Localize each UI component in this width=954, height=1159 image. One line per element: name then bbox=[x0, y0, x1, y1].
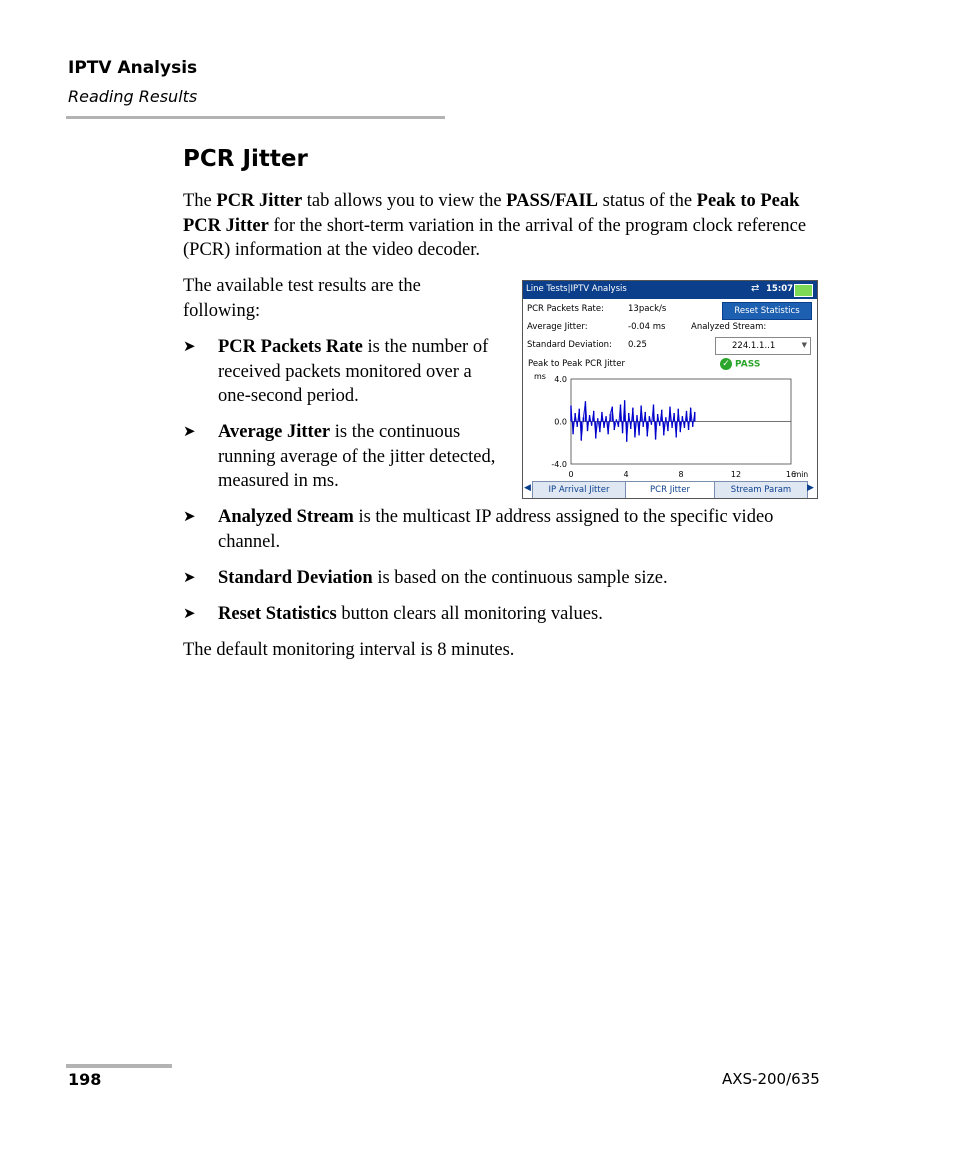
running-header-subsection: Reading Results bbox=[68, 87, 198, 106]
header-rule bbox=[66, 116, 445, 119]
analyzed-stream-label: Analyzed Stream: bbox=[691, 322, 767, 332]
pcr-rate-label: PCR Packets Rate: bbox=[527, 304, 604, 314]
page-title: PCR Jitter bbox=[183, 146, 308, 172]
tab-scroll-right-icon[interactable]: ▶ bbox=[807, 483, 814, 493]
bullet-arrow-icon: ➤ bbox=[183, 339, 196, 355]
std-dev-label: Standard Deviation: bbox=[527, 340, 612, 350]
x-tick-label: 4 bbox=[623, 470, 629, 479]
tab-stream-param[interactable]: Stream Param bbox=[714, 481, 808, 499]
pcr-rate-value: 13pack/s bbox=[628, 304, 667, 314]
y-tick-label: 0.0 bbox=[554, 417, 567, 427]
battery-icon bbox=[794, 284, 813, 297]
peak-jitter-label: Peak to Peak PCR Jitter bbox=[528, 359, 625, 369]
screenshot-title: Line Tests|IPTV Analysis bbox=[526, 284, 627, 294]
analyzed-stream-value: 224.1.1..1 bbox=[732, 341, 776, 351]
page-number: 198 bbox=[68, 1070, 102, 1089]
bullet-arrow-icon: ➤ bbox=[183, 509, 196, 525]
jitter-chart bbox=[523, 367, 817, 481]
x-axis-unit: min bbox=[794, 470, 809, 479]
sync-icon: ⇄ bbox=[751, 283, 760, 294]
status-text: PASS bbox=[735, 359, 761, 370]
bullet-arrow-icon: ➤ bbox=[183, 424, 196, 440]
default-interval-note: The default monitoring interval is 8 minutes. bbox=[183, 640, 515, 660]
x-tick-label: 0 bbox=[568, 470, 574, 479]
available-results-text: The available test results are the following: bbox=[183, 276, 421, 321]
intro-paragraph: The PCR Jitter tab allows you to view the PASS/FAIL status of the Peak to Peak PCR Jitter for the short-term variation in the arrival of the program clock reference (PCR) information at the video decoder. bbox=[183, 191, 807, 260]
clock-text: 15:07 bbox=[766, 284, 794, 294]
tab-pcr-jitter[interactable]: PCR Jitter bbox=[625, 481, 715, 499]
device-screenshot bbox=[522, 280, 818, 499]
screenshot-titlebar bbox=[523, 281, 817, 299]
avg-jitter-value: -0.04 ms bbox=[628, 322, 666, 332]
footer-rule bbox=[66, 1064, 172, 1068]
product-model: AXS-200/635 bbox=[722, 1070, 820, 1088]
avg-jitter-label: Average Jitter: bbox=[527, 322, 588, 332]
std-dev-value: 0.25 bbox=[628, 340, 647, 350]
tab-scroll-left-icon[interactable]: ◀ bbox=[524, 483, 531, 493]
reset-statistics-button[interactable]: Reset Statistics bbox=[722, 302, 812, 320]
y-axis-label: ms bbox=[534, 372, 546, 381]
running-header-section: IPTV Analysis bbox=[68, 58, 198, 78]
x-tick-label: 16 bbox=[785, 470, 797, 479]
x-tick-label: 12 bbox=[730, 470, 742, 479]
check-icon: ✓ bbox=[720, 358, 732, 370]
analyzed-stream-select[interactable] bbox=[715, 337, 811, 355]
screenshot-tabbar bbox=[523, 481, 817, 498]
y-tick-label: -4.0 bbox=[551, 460, 567, 469]
y-tick-label: 4.0 bbox=[554, 375, 567, 384]
bullet-arrow-icon: ➤ bbox=[183, 570, 196, 586]
tab-ip-arrival-jitter[interactable]: IP Arrival Jitter bbox=[532, 481, 626, 499]
bullet-arrow-icon: ➤ bbox=[183, 606, 196, 622]
chevron-down-icon: ▼ bbox=[801, 341, 807, 349]
x-tick-label: 8 bbox=[678, 470, 684, 479]
